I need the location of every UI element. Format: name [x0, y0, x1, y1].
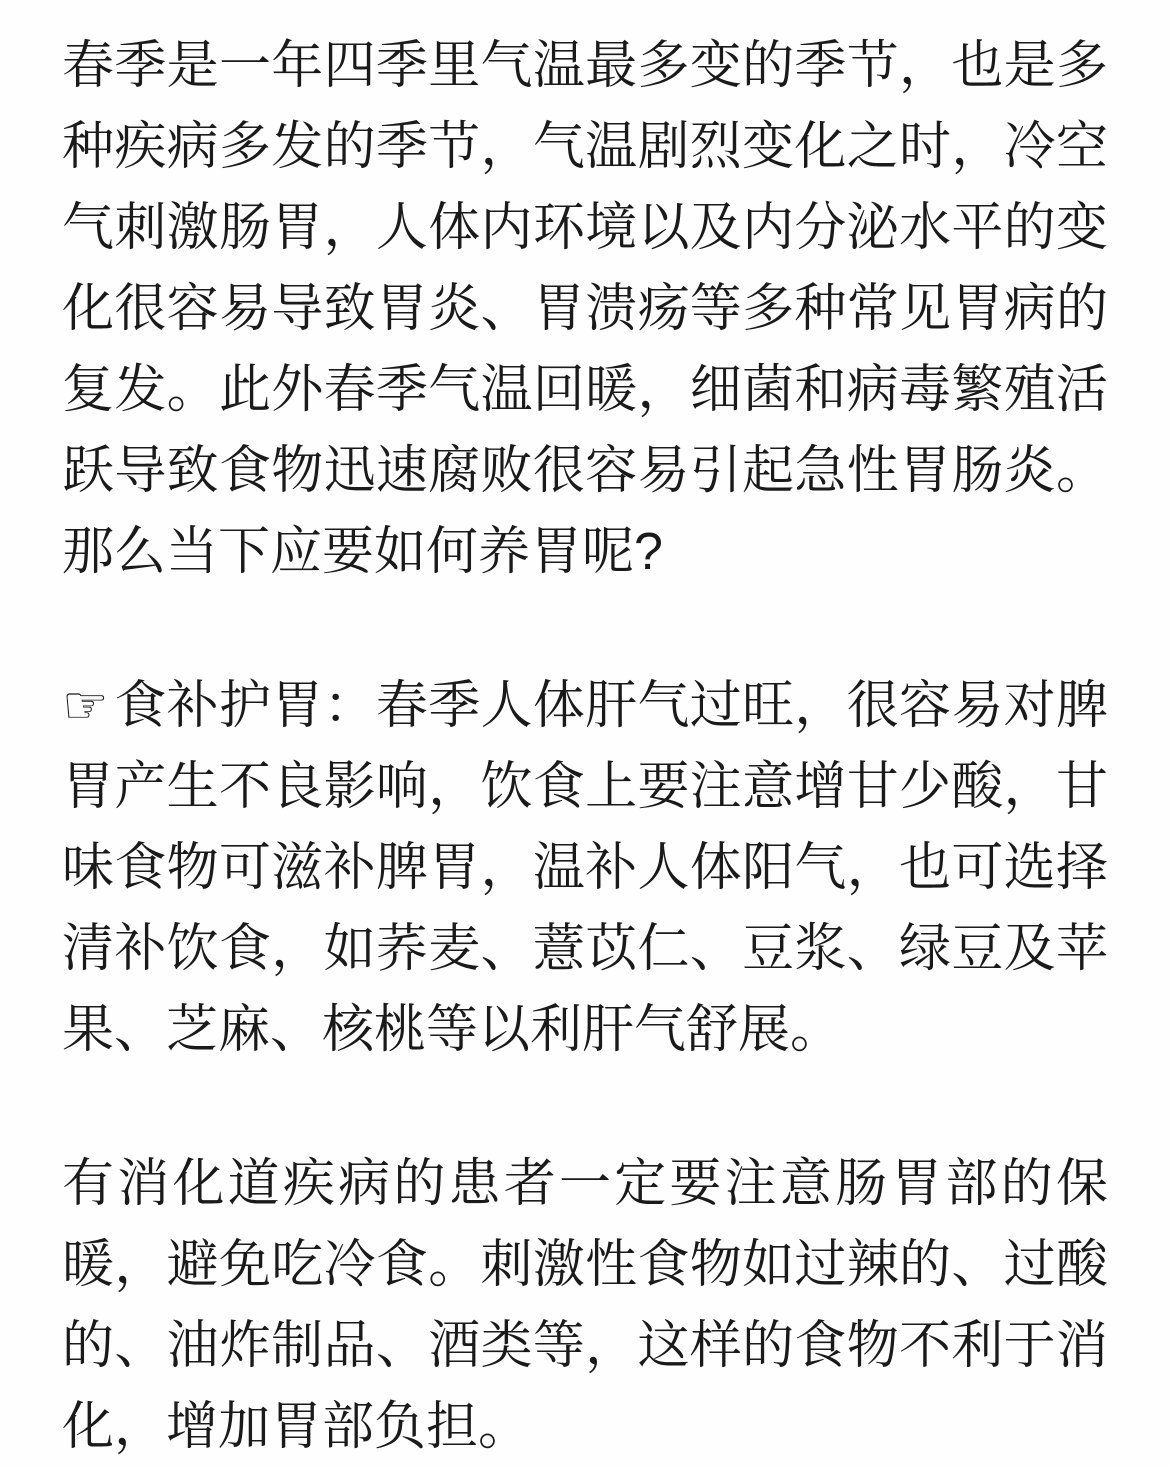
paragraph-warning-text: 有消化道疾病的患者一定要注意肠胃部的保暖，避免吃冷食。刺激性食物如过辣的、过酸的、油炸制品、酒类等，这样的食物不利于消化，增加胃部负担。 [62, 1155, 1108, 1456]
paragraph-warning [62, 1144, 1108, 1468]
paragraph-food-care-text: 食补护胃：春季人体肝气过旺，很容易对脾胃产生不良影响，饮食上要注意增甘少酸，甘味食物可滋补脾胃，温补人体阳气，也可选择清补饮食，如荞麦、薏苡仁、豆浆、绿豆及苹果、芝麻、核桃等以利肝气舒展。 [62, 677, 1108, 1059]
paragraph-food-care [62, 666, 1108, 1071]
paragraph-intro-text: 春季是一年四季里气温最多变的季节，也是多种疾病多发的季节，气温剧烈变化之时，冷空气刺激肠胃，人体内环境以及内分泌水平的变化很容易导致胃炎、胃溃疡等多种常见胃病的复发。此外春季气温回暖，细菌和病毒繁殖活跃导致食物迅速腐败很容易引起急性胃肠炎。那么当下应要如何养胃呢? [62, 37, 1108, 581]
pointing-hand-icon: ☞ [62, 677, 109, 735]
paragraph-intro [62, 26, 1108, 593]
